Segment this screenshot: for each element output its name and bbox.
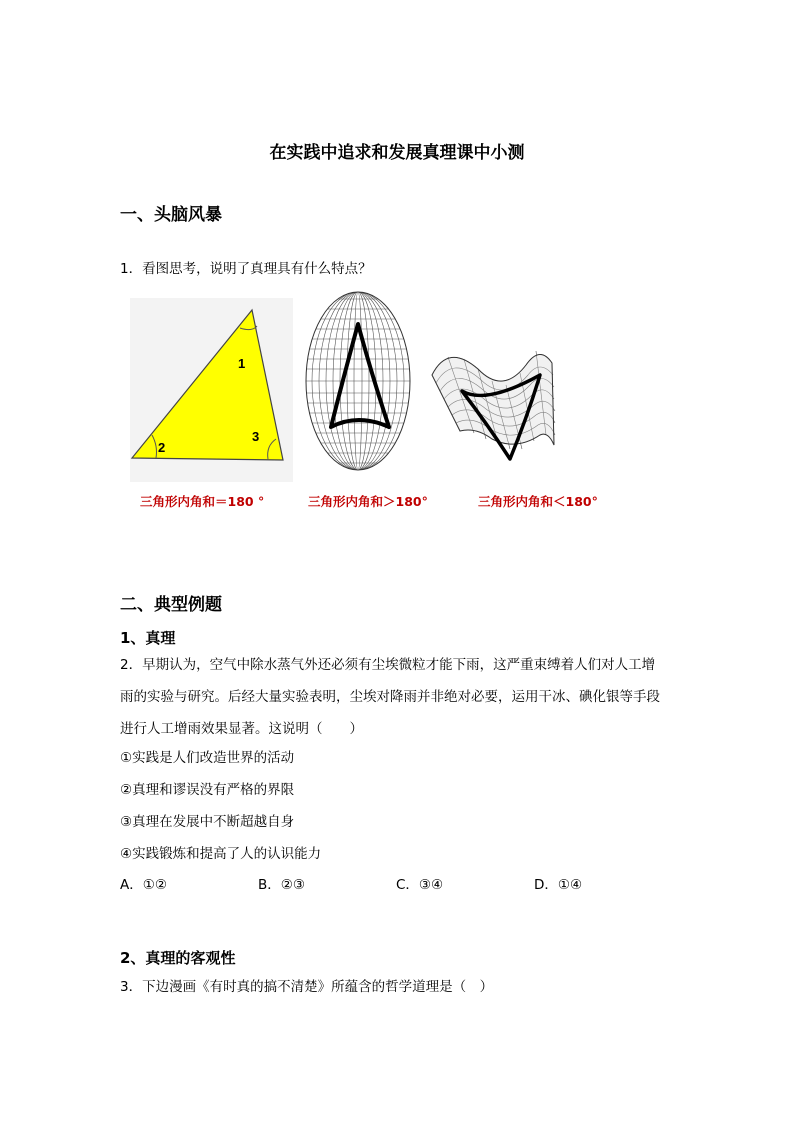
saddle-triangle-figure — [428, 335, 558, 465]
angle-label-1: 1 — [238, 356, 246, 371]
statement-4: ④实践锻炼和提高了人的认识能力 — [120, 846, 322, 862]
option-c: C．③④ — [396, 877, 444, 893]
flat-triangle-figure — [130, 298, 293, 482]
statement-3: ③真理在发展中不断超越自身 — [120, 814, 295, 830]
question-2-line-1: 2．早期认为，空气中除水蒸气外还必须有尘埃微粒才能下雨，这严重束缚着人们对人工增 — [120, 657, 656, 673]
section2-heading: 二、典型例题 — [120, 595, 222, 615]
option-d: D．①④ — [534, 877, 583, 893]
question-3: 3．下边漫画《有时真的搞不清楚》所蕴含的哲学道理是（ ） — [120, 979, 494, 995]
subheading-truth: 1、真理 — [120, 629, 176, 647]
sphere-triangle-figure — [303, 289, 413, 473]
question-2-line-2: 雨的实验与研究。后经大量实验表明，尘埃对降雨并非绝对必要，运用干冰、碘化银等手段 — [120, 689, 660, 705]
sphere-grid — [303, 292, 413, 470]
statement-1: ①实践是人们改造世界的活动 — [120, 750, 295, 766]
option-b: B．②③ — [258, 877, 305, 893]
angle-label-2: 2 — [158, 440, 166, 455]
question-1: 1．看图思考，说明了真理具有什么特点？ — [120, 261, 372, 277]
question-2-line-3: 进行人工增雨效果显著。这说明（ ） — [120, 721, 363, 737]
section1-heading: 一、头脑风暴 — [120, 205, 222, 225]
option-a: A．①② — [120, 877, 167, 893]
caption-sphere: 三角形内角和＞180° — [308, 494, 428, 509]
angle-label-3: 3 — [252, 429, 260, 444]
statement-2: ②真理和谬误没有严格的界限 — [120, 782, 295, 798]
caption-saddle: 三角形内角和＜180° — [478, 494, 598, 509]
caption-flat: 三角形内角和＝180 ° — [140, 494, 265, 509]
subheading-objectivity: 2、真理的客观性 — [120, 949, 236, 967]
page-title: 在实践中追求和发展真理课中小测 — [269, 143, 525, 163]
